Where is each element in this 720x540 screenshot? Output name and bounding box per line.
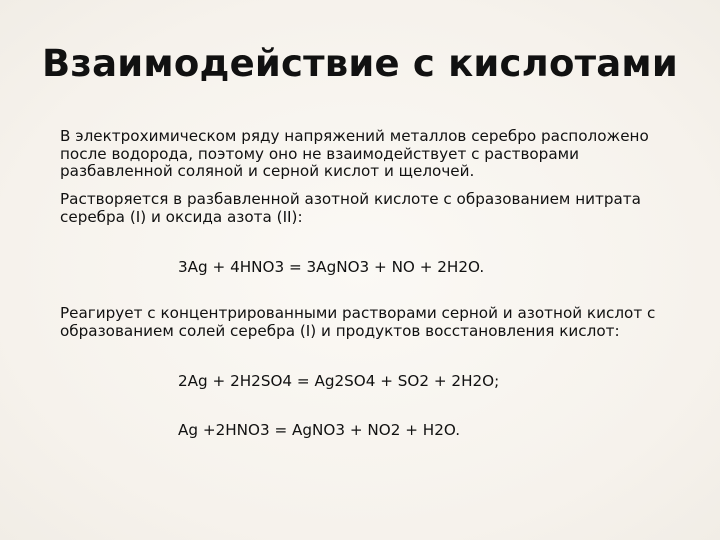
equation-sulfuric: 2Ag + 2H2SO4 = Ag2SO4 + SO2 + 2H2O; (178, 372, 500, 390)
equation-concentrated-nitric: Ag +2HNO3 = AgNO3 + NO2 + H2O. (178, 421, 461, 439)
slide-title: Взаимодействие с кислотами (42, 42, 678, 85)
equation-dilute-nitric: 3Ag + 4HNO3 = 3AgNO3 + NO + 2H2O. (178, 258, 485, 276)
paragraph-noble-metal: В электрохимическом ряду напряжений металлов серебро расположено после водорода, поэтому оно не взаимодействует с растворами разбавленной соляной и серной кислот и щелочей. (60, 127, 649, 180)
paragraph-concentrated-acids: Реагирует с концентрированными растворами серной и азотной кислот с образованием солей серебра (I) и продуктов восстановления кислот: (60, 304, 656, 340)
paragraph-dilute-nitric: Растворяется в разбавленной азотной кислоте с образованием нитрата серебра (I) и оксида азота (II): (60, 190, 641, 226)
